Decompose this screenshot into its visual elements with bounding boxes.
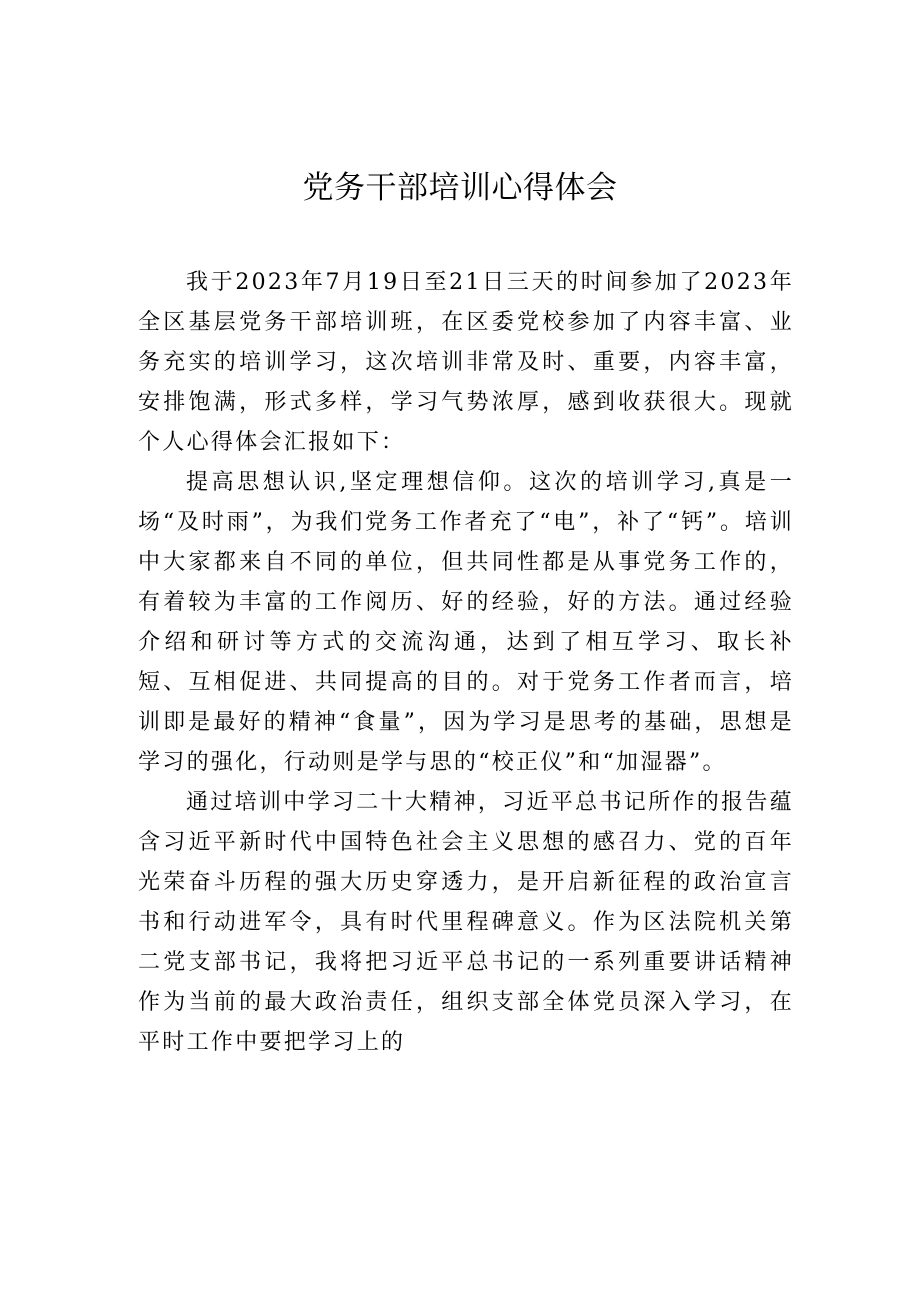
paragraph-twentieth-congress: 通过培训中学习二十大精神，习近平总书记所作的报告蕴含习近平新时代中国特色社会主义思想的感召力、党的百年光荣奋斗历程的强大历史穿透力，是开启新征程的政治宣言书和行动进军令，具有时代里程碑意义。作为区法院机关第二党支部书记，我将把习近平总书记的一系列重要讲话精神作为当前的最大政治责任，组织支部全体党员深入学习，在平时工作中要把学习上的: [138, 790, 794, 1055]
document-title: 党务干部培训心得体会: [302, 170, 618, 206]
paragraph-intro: 我于2023年7月19日至21日三天的时间参加了2023年全区基层党务干部培训班，在区委党校参加了内容丰富、业务充实的培训学习，这次培训非常及时、重要，内容丰富，安排饱满，形式多样，学习气势浓厚，感到收获很大。现就个人心得体会汇报如下：: [138, 270, 794, 455]
paragraph-thinking: 提高思想认识,坚定理想信仰。这次的培训学习,真是一场“及时雨”，为我们党务工作者充了“电”，补了“钙”。培训中大家都来自不同的单位，但共同性都是从事党务工作的，有着较为丰富的工作阅历、好的经验，好的方法。通过经验介绍和研讨等方式的交流沟通，达到了相互学习、取长补短、互相促进、共同提高的目的。对于党务工作者而言，培训即是最好的精神“食量”，因为学习是思考的基础，思想是学习的强化，行动则是学与思的“校正仪”和“加湿器”。: [138, 470, 794, 775]
document-body: [138, 263, 794, 1063]
